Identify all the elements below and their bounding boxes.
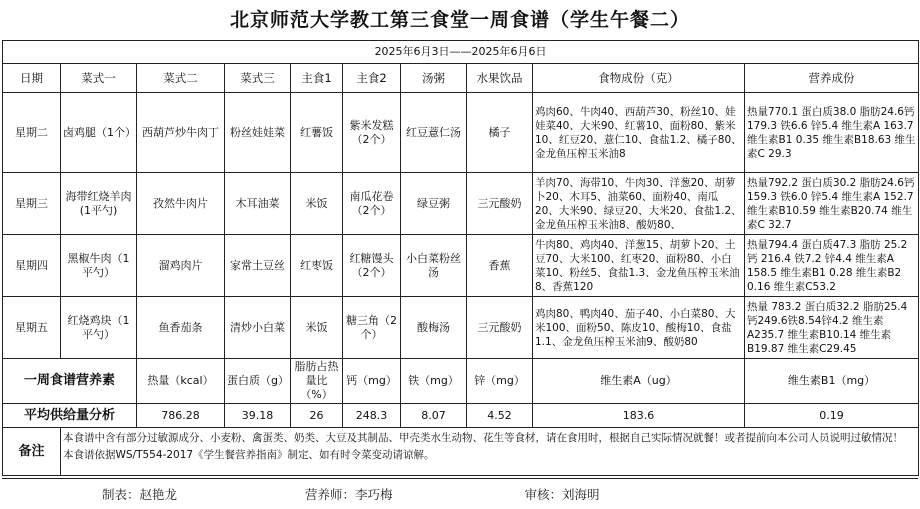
weekly-nutrient-values-row [3, 404, 919, 428]
nutrient-value: 8.07 [401, 404, 467, 428]
dietitian-label: 营养师：李巧梅 [305, 487, 393, 502]
staple1: 米饭 [291, 297, 343, 359]
notes-row [3, 428, 919, 476]
header-soup: 汤粥 [401, 64, 467, 93]
header-dish2: 菜式二 [137, 64, 225, 93]
nutrient-name: 热量（kcal） [137, 359, 225, 404]
table-row [3, 93, 919, 173]
maker-label: 制表：赵艳龙 [102, 487, 178, 502]
fruit: 橘子 [467, 93, 533, 173]
staple2: 糖三角（2个） [343, 297, 401, 359]
dish2: 鱼香茄条 [137, 297, 225, 359]
table-row [3, 173, 919, 235]
dish1: 红烧鸡块（1平勺） [61, 297, 137, 359]
weekly-nutrient-header-row [3, 359, 919, 404]
dish3: 木耳油菜 [225, 173, 291, 235]
ingredients: 羊肉70、海带10、牛肉30、洋葱20、胡萝卜20、木耳5、油菜60、面粉40、南瓜20、大米90、绿豆20、大米20、食盐1.2、金龙鱼压榨玉米油8、酸奶80、 [533, 173, 745, 235]
nutrient-name: 脂肪占热量比（%） [291, 359, 343, 404]
staple2: 红糖馒头（2个） [343, 235, 401, 297]
standard-note: 本食谱依据WS/T554-2017《学生餐营养指南》制定、如有时令菜变动请谅解。 [63, 449, 435, 461]
soup: 酸梅汤 [401, 297, 467, 359]
nutrient-value: 183.6 [533, 404, 745, 428]
page-title: 北京师范大学教工第三食堂一周食谱（学生午餐二） [229, 9, 690, 31]
nutrition: 热量794.4 蛋白质47.3 脂肪 25.2钙 216.4 铁7.2 锌4.4 维生素A 158.5 维生素B1 0.28 维生素B2 0.16 维生素C53.2 [745, 235, 919, 297]
dish3: 粉丝娃娃菜 [225, 93, 291, 173]
nutrition: 热量792.2 蛋白质30.2 脂肪24.6钙159.3 铁6.0 锌5.4 维生素A 152.7 维生素B10.59 维生素B20.74 维生素C 32.7 [745, 173, 919, 235]
dish1: 海带红烧羊肉(1平勺) [61, 173, 137, 235]
staple1: 米饭 [291, 173, 343, 235]
dish3: 家常土豆丝 [225, 235, 291, 297]
soup: 红豆薏仁汤 [401, 93, 467, 173]
staple1: 红薯饭 [291, 93, 343, 173]
soup: 绿豆粥 [401, 173, 467, 235]
header-ingredients: 食物成份（克） [533, 64, 745, 93]
day-label: 星期四 [3, 235, 61, 297]
nutrient-value: 26 [291, 404, 343, 428]
nutrient-value: 0.19 [745, 404, 919, 428]
date-range: 2025年6月3日——2025年6月6日 [3, 41, 919, 64]
table-row [3, 297, 919, 359]
dish2: 孜然牛肉片 [137, 173, 225, 235]
dish1: 黑椒牛肉（1平勺） [61, 235, 137, 297]
nutrient-value: 786.28 [137, 404, 225, 428]
fruit: 三元酸奶 [467, 297, 533, 359]
header-nutrition: 营养成份 [745, 64, 919, 93]
nutrient-name: 蛋白质（g） [225, 359, 291, 404]
header-fruit: 水果饮品 [467, 64, 533, 93]
header-staple1: 主食1 [291, 64, 343, 93]
weekly-menu-table [2, 40, 919, 476]
ingredients: 鸡肉80、鸭肉40、茄子40、小白菜80、大米100、面粉50、陈皮10、酸梅10、食盐1.1、金龙鱼压榨玉米油9、酸奶80 [533, 297, 745, 359]
nutrient-value: 248.3 [343, 404, 401, 428]
notes-label: 备注 [3, 428, 61, 476]
nutrient-value: 4.52 [467, 404, 533, 428]
nutrient-name: 铁（mg） [401, 359, 467, 404]
day-label: 星期五 [3, 297, 61, 359]
day-label: 星期二 [3, 93, 61, 173]
header-date: 日期 [3, 64, 61, 93]
staple1: 红枣饭 [291, 235, 343, 297]
ingredients: 牛肉80、鸡肉40、洋葱15、胡萝卜20、土豆70、大米100、红枣20、面粉80、小白菜10、粉丝5、食盐1.3、金龙鱼压榨玉米油8、香蕉120 [533, 235, 745, 297]
table-row [3, 235, 919, 297]
nutrient-name: 钙（mg） [343, 359, 401, 404]
dish3: 清炒小白菜 [225, 297, 291, 359]
dish2: 西葫芦炒牛肉丁 [137, 93, 225, 173]
weekly-nutrients-label: 一周食谱营养素 [3, 359, 137, 404]
staple2: 南瓜花卷（2个） [343, 173, 401, 235]
nutrient-name: 维生素A（ug） [533, 359, 745, 404]
dish1: 卤鸡腿（1个） [61, 93, 137, 173]
nutrient-name: 维生素B1（mg） [745, 359, 919, 404]
fruit: 香蕉 [467, 235, 533, 297]
average-supply-label: 平均供给量分析 [3, 404, 137, 428]
nutrient-value: 39.18 [225, 404, 291, 428]
soup: 小白菜粉丝汤 [401, 235, 467, 297]
nutrition: 热量 783.2 蛋白质32.2 脂肪25.4钙249.6铁8.54锌4.2 维生素A235.7 维生素B10.14 维生素B19.87 维生素C29.45 [745, 297, 919, 359]
header-staple2: 主食2 [343, 64, 401, 93]
reviewer-label: 审核：刘海明 [524, 487, 600, 502]
signature-footer [2, 478, 918, 509]
dish2: 溜鸡肉片 [137, 235, 225, 297]
ingredients: 鸡肉60、牛肉40、西葫芦30、粉丝10、娃娃菜40、大米90、红薯10、面粉80、紫米10、红豆20、薏仁10、食盐1.2、橘子80、金龙鱼压榨玉米油8 [533, 93, 745, 173]
fruit: 三元酸奶 [467, 173, 533, 235]
nutrient-name: 锌（mg） [467, 359, 533, 404]
header-row [3, 64, 919, 93]
allergen-note: 本食谱中含有部分过敏源成分、小麦粉、禽蛋类、奶类、大豆及其制品、甲壳类水生动物、花生等食材，请在食用时，根据自己实际情况就餐！或者提前向本公司人员说明过敏情况！ [63, 432, 903, 444]
day-label: 星期三 [3, 173, 61, 235]
header-dish1: 菜式一 [61, 64, 137, 93]
header-dish3: 菜式三 [225, 64, 291, 93]
staple2: 紫米发糕（2个） [343, 93, 401, 173]
nutrition: 热量770.1 蛋白质38.0 脂肪24.6钙179.3 铁6.6 锌5.4 维生素A 163.7 维生素B1 0.35 维生素B18.63 维生素C 29.3 [745, 93, 919, 173]
notes-content [61, 428, 919, 476]
